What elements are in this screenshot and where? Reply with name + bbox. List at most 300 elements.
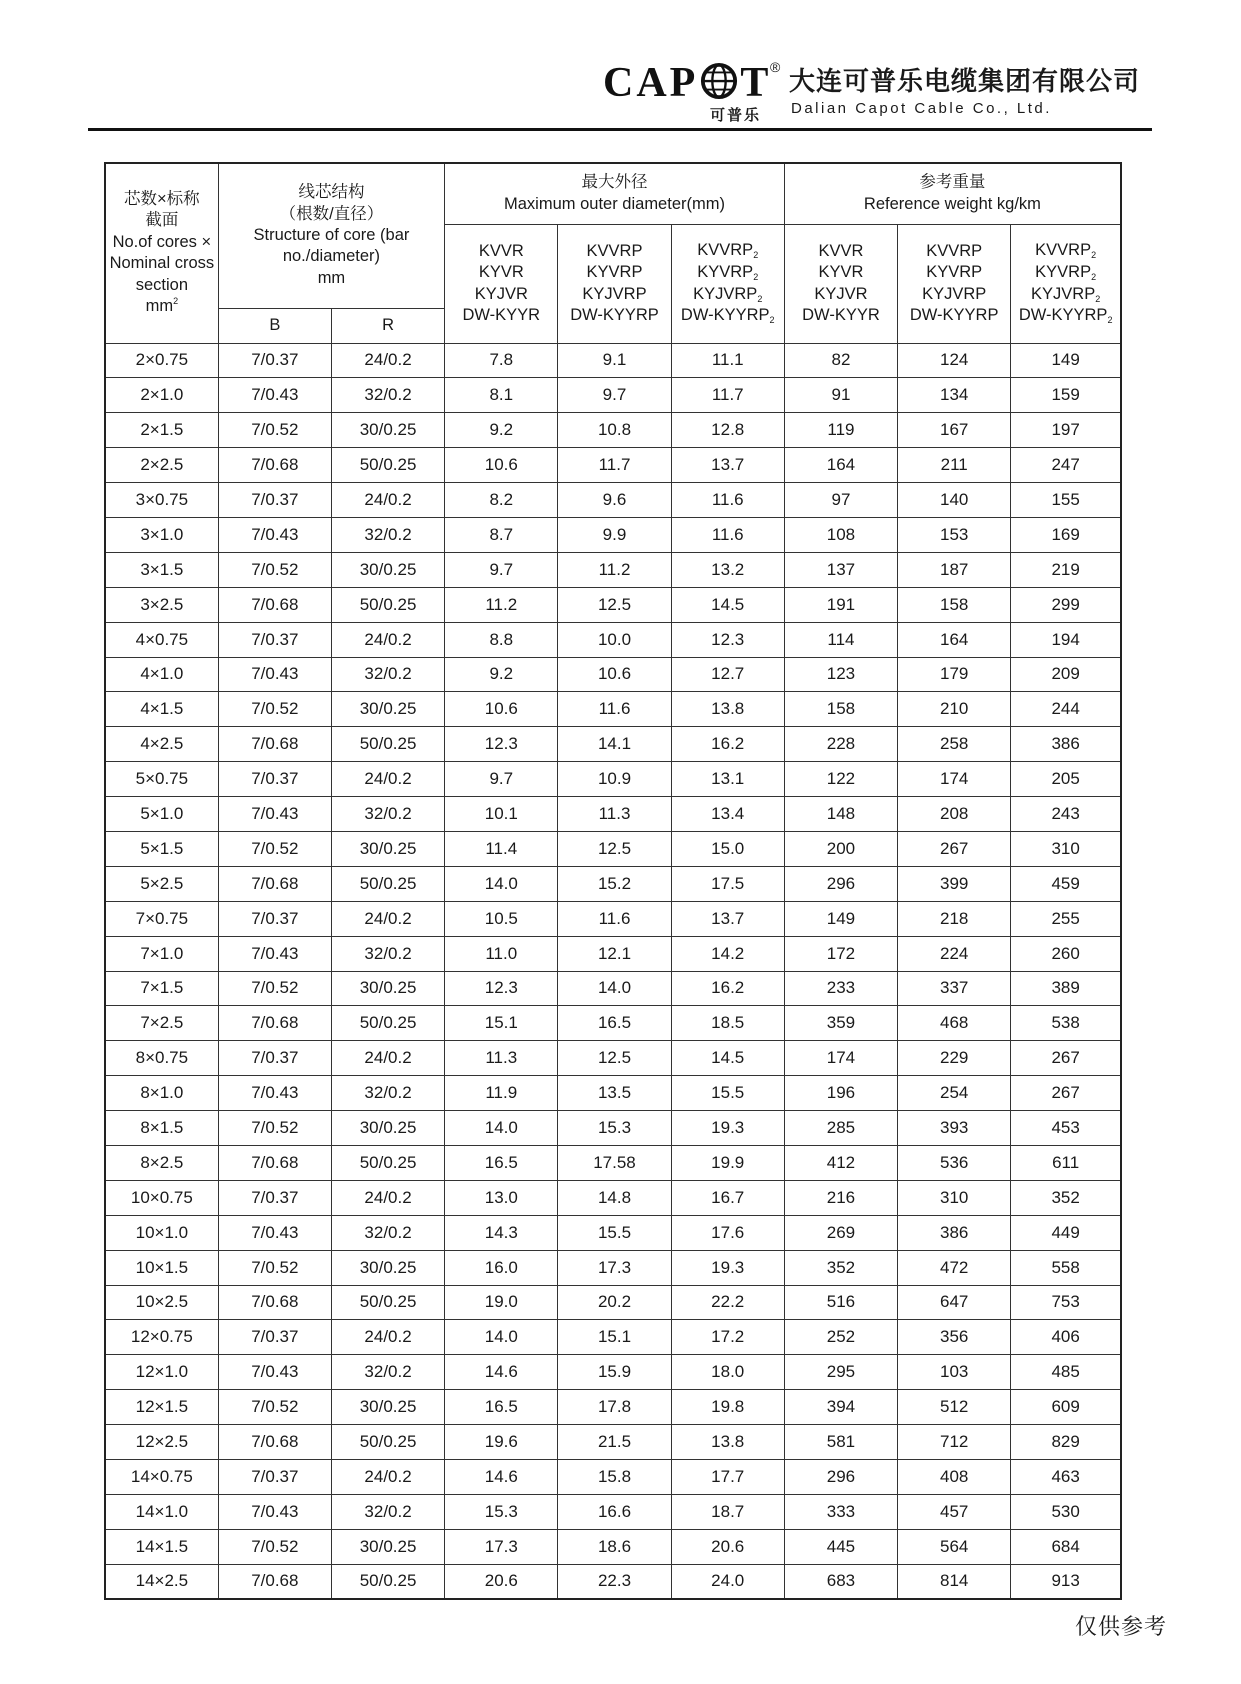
model-name: DW-KYYR — [462, 305, 541, 324]
table-cell: 12.5 — [558, 831, 671, 866]
table-cell: 30/0.25 — [331, 413, 444, 448]
model-name: KVVRP — [926, 241, 983, 260]
table-row — [105, 378, 1121, 413]
table-cell: 50/0.25 — [331, 1285, 444, 1320]
table-cell: 169 — [1011, 517, 1121, 552]
table-cell: 24/0.2 — [331, 901, 444, 936]
table-cell: 399 — [898, 866, 1011, 901]
model-name: KVVRP — [586, 241, 643, 260]
table-row — [105, 831, 1121, 866]
table-cell: 134 — [898, 378, 1011, 413]
table-cell: 216 — [784, 1180, 897, 1215]
table-cell: 7/0.43 — [218, 797, 331, 832]
table-cell: 11.2 — [558, 552, 671, 587]
table-cell: 7/0.37 — [218, 483, 331, 518]
table-cell: 352 — [1011, 1180, 1121, 1215]
table-cell: 472 — [898, 1250, 1011, 1285]
table-cell: 11.6 — [671, 517, 784, 552]
table-cell: 17.3 — [558, 1250, 671, 1285]
table-cell: 5×2.5 — [105, 866, 218, 901]
table-cell: 252 — [784, 1320, 897, 1355]
model-name: DW-KYYRP — [680, 306, 770, 325]
table-cell: 32/0.2 — [331, 936, 444, 971]
table-cell: 8.8 — [445, 622, 558, 657]
table-cell: 7/0.68 — [218, 1425, 331, 1460]
table-cell: 30/0.25 — [331, 692, 444, 727]
header-model-group — [784, 224, 897, 343]
table-cell: 445 — [784, 1529, 897, 1564]
table-cell: 14.0 — [445, 1111, 558, 1146]
table-row — [105, 413, 1121, 448]
table-row — [105, 1041, 1121, 1076]
table-cell: 267 — [1011, 1041, 1121, 1076]
model-subscript: 2 — [1107, 315, 1113, 326]
table-row — [105, 622, 1121, 657]
table-cell: 12×0.75 — [105, 1320, 218, 1355]
table-cell: 386 — [898, 1215, 1011, 1250]
capot-logo — [603, 62, 771, 104]
table-cell: 30/0.25 — [331, 831, 444, 866]
table-cell: 8.2 — [445, 483, 558, 518]
table-cell: 295 — [784, 1355, 897, 1390]
table-cell: 218 — [898, 901, 1011, 936]
table-cell: 13.7 — [671, 448, 784, 483]
table-cell: 15.0 — [671, 831, 784, 866]
table-cell: 3×2.5 — [105, 587, 218, 622]
table-cell: 913 — [1011, 1564, 1121, 1599]
table-cell: 205 — [1011, 762, 1121, 797]
table-cell: 4×1.5 — [105, 692, 218, 727]
table-cell: 229 — [898, 1041, 1011, 1076]
table-cell: 16.0 — [445, 1250, 558, 1285]
table-cell: 393 — [898, 1111, 1011, 1146]
table-cell: 12.1 — [558, 936, 671, 971]
table-cell: 196 — [784, 1076, 897, 1111]
model-name: DW-KYYR — [802, 305, 880, 324]
table-cell: 12×1.0 — [105, 1355, 218, 1390]
header-core-structure: 线芯结构 （根数/直径） Structure of core (bar no./diameter) mm — [218, 163, 444, 308]
table-row — [105, 1215, 1121, 1250]
table-cell: 13.2 — [671, 552, 784, 587]
table-cell: 228 — [784, 727, 897, 762]
table-cell: 158 — [784, 692, 897, 727]
model-name: KYJVR — [814, 284, 868, 303]
table-cell: 12.8 — [671, 413, 784, 448]
table-cell: 11.6 — [558, 692, 671, 727]
table-cell: 14.6 — [445, 1460, 558, 1495]
table-cell: 337 — [898, 971, 1011, 1006]
table-cell: 149 — [1011, 343, 1121, 378]
globe-icon — [700, 62, 738, 100]
model-name: KYVRP — [926, 263, 983, 282]
table-cell: 15.1 — [558, 1320, 671, 1355]
table-cell: 359 — [784, 1006, 897, 1041]
table-cell: 20.6 — [445, 1564, 558, 1599]
table-cell: 19.9 — [671, 1145, 784, 1180]
table-cell: 50/0.25 — [331, 1145, 444, 1180]
table-row — [105, 1355, 1121, 1390]
table-cell: 30/0.25 — [331, 1111, 444, 1146]
table-cell: 14.2 — [671, 936, 784, 971]
model-subscript: 2 — [757, 293, 763, 304]
table-cell: 32/0.2 — [331, 1494, 444, 1529]
table-cell: 179 — [898, 657, 1011, 692]
table-cell: 24/0.2 — [331, 1041, 444, 1076]
table-cell: 17.58 — [558, 1145, 671, 1180]
table-cell: 247 — [1011, 448, 1121, 483]
table-cell: 17.7 — [671, 1460, 784, 1495]
table-cell: 7/0.37 — [218, 901, 331, 936]
table-cell: 296 — [784, 866, 897, 901]
model-name: KVVR — [818, 241, 864, 260]
table-cell: 7/0.52 — [218, 552, 331, 587]
table-cell: 7/0.43 — [218, 378, 331, 413]
table-cell: 7.8 — [445, 343, 558, 378]
model-name: KVVRP — [697, 241, 754, 260]
table-cell: 50/0.25 — [331, 866, 444, 901]
table-cell: 10.5 — [445, 901, 558, 936]
table-cell: 210 — [898, 692, 1011, 727]
table-cell: 13.0 — [445, 1180, 558, 1215]
table-cell: 97 — [784, 483, 897, 518]
table-cell: 20.6 — [671, 1529, 784, 1564]
model-subscript: 2 — [1091, 271, 1097, 282]
header-cores-section: 芯数×标称截面 No.of cores × Nominal cross section $mm^2$ — [105, 163, 218, 343]
table-cell: 174 — [898, 762, 1011, 797]
table-row — [105, 552, 1121, 587]
table-row — [105, 1564, 1121, 1599]
company-name-cn: 大连可普乐电缆集团有限公司 — [789, 66, 1141, 96]
table-cell: 14.0 — [558, 971, 671, 1006]
table-cell: 4×2.5 — [105, 727, 218, 762]
table-cell: 32/0.2 — [331, 378, 444, 413]
table-cell: 7/0.52 — [218, 1529, 331, 1564]
table-cell: 153 — [898, 517, 1011, 552]
table-cell: 3×0.75 — [105, 483, 218, 518]
model-name: DW-KYYRP — [1018, 306, 1108, 325]
table-cell: 457 — [898, 1494, 1011, 1529]
table-row — [105, 483, 1121, 518]
table-cell: 2×1.5 — [105, 413, 218, 448]
table-cell: 13.4 — [671, 797, 784, 832]
table-cell: 158 — [898, 587, 1011, 622]
table-cell: 12.5 — [558, 1041, 671, 1076]
table-cell: 9.7 — [445, 552, 558, 587]
table-cell: 17.2 — [671, 1320, 784, 1355]
table-row — [105, 762, 1121, 797]
table-cell: 137 — [784, 552, 897, 587]
table-cell: 7/0.52 — [218, 831, 331, 866]
table-cell: 609 — [1011, 1390, 1121, 1425]
table-cell: 10×1.5 — [105, 1250, 218, 1285]
table-cell: 13.1 — [671, 762, 784, 797]
table-row — [105, 1145, 1121, 1180]
table-cell: 7/0.43 — [218, 1215, 331, 1250]
table-cell: 408 — [898, 1460, 1011, 1495]
table-cell: 7/0.68 — [218, 587, 331, 622]
table-cell: 30/0.25 — [331, 1250, 444, 1285]
table-cell: 15.9 — [558, 1355, 671, 1390]
table-cell: 7/0.68 — [218, 1145, 331, 1180]
table-cell: 2×2.5 — [105, 448, 218, 483]
table-cell: 15.8 — [558, 1460, 671, 1495]
table-cell: 122 — [784, 762, 897, 797]
table-cell: 18.5 — [671, 1006, 784, 1041]
table-cell: 18.6 — [558, 1529, 671, 1564]
table-row — [105, 971, 1121, 1006]
table-cell: 174 — [784, 1041, 897, 1076]
table-cell: 7/0.68 — [218, 448, 331, 483]
table-cell: 11.3 — [558, 797, 671, 832]
table-cell: 11.4 — [445, 831, 558, 866]
table-cell: 538 — [1011, 1006, 1121, 1041]
table-cell: 123 — [784, 657, 897, 692]
table-row — [105, 866, 1121, 901]
table-cell: 12×2.5 — [105, 1425, 218, 1460]
table-cell: 16.2 — [671, 971, 784, 1006]
table-cell: 9.7 — [445, 762, 558, 797]
model-name: KVVR — [478, 241, 524, 260]
table-cell: 124 — [898, 343, 1011, 378]
table-cell: 11.6 — [558, 901, 671, 936]
table-cell: 269 — [784, 1215, 897, 1250]
table-cell: 4×1.0 — [105, 657, 218, 692]
table-cell: 11.3 — [445, 1041, 558, 1076]
table-cell: 412 — [784, 1145, 897, 1180]
table-cell: 10.6 — [445, 692, 558, 727]
header-model-group — [558, 224, 671, 343]
table-cell: 7/0.68 — [218, 1285, 331, 1320]
table-cell: 10×0.75 — [105, 1180, 218, 1215]
table-cell: 7×1.5 — [105, 971, 218, 1006]
table-cell: 167 — [898, 413, 1011, 448]
table-cell: 197 — [1011, 413, 1121, 448]
table-cell: 17.3 — [445, 1529, 558, 1564]
table-cell: 19.3 — [671, 1111, 784, 1146]
table-cell: 7/0.43 — [218, 517, 331, 552]
table-cell: 463 — [1011, 1460, 1121, 1495]
table-cell: 22.3 — [558, 1564, 671, 1599]
table-cell: 32/0.2 — [331, 1215, 444, 1250]
logo-text-left: CAP — [603, 60, 699, 106]
table-cell: 12×1.5 — [105, 1390, 218, 1425]
table-cell: 119 — [784, 413, 897, 448]
table-cell: 32/0.2 — [331, 1355, 444, 1390]
table-cell: 18.7 — [671, 1494, 784, 1529]
table-cell: 9.6 — [558, 483, 671, 518]
logo-subtitle: 可普乐 — [710, 107, 762, 124]
table-cell: 17.8 — [558, 1390, 671, 1425]
table-cell: 7/0.37 — [218, 1320, 331, 1355]
table-cell: 15.1 — [445, 1006, 558, 1041]
model-name: DW-KYYRP — [570, 305, 659, 324]
table-cell: 260 — [1011, 936, 1121, 971]
table-cell: 194 — [1011, 622, 1121, 657]
table-cell: 8×1.0 — [105, 1076, 218, 1111]
table-cell: 459 — [1011, 866, 1121, 901]
table-cell: 9.2 — [445, 657, 558, 692]
table-cell: 15.5 — [558, 1215, 671, 1250]
table-cell: 406 — [1011, 1320, 1121, 1355]
table-cell: 14.3 — [445, 1215, 558, 1250]
table-cell: 11.2 — [445, 587, 558, 622]
table-cell: 16.2 — [671, 727, 784, 762]
table-cell: 9.2 — [445, 413, 558, 448]
table-cell: 209 — [1011, 657, 1121, 692]
table-cell: 11.9 — [445, 1076, 558, 1111]
table-cell: 683 — [784, 1564, 897, 1599]
table-cell: 50/0.25 — [331, 1425, 444, 1460]
table-cell: 30/0.25 — [331, 1390, 444, 1425]
table-cell: 647 — [898, 1285, 1011, 1320]
table-cell: 114 — [784, 622, 897, 657]
table-cell: 10.6 — [445, 448, 558, 483]
table-cell: 10×2.5 — [105, 1285, 218, 1320]
table-cell: 10.8 — [558, 413, 671, 448]
table-row — [105, 727, 1121, 762]
table-cell: 453 — [1011, 1111, 1121, 1146]
table-cell: 13.7 — [671, 901, 784, 936]
table-cell: 21.5 — [558, 1425, 671, 1460]
table-cell: 30/0.25 — [331, 971, 444, 1006]
table-cell: 24/0.2 — [331, 1180, 444, 1215]
table-cell: 11.0 — [445, 936, 558, 971]
table-cell: 164 — [784, 448, 897, 483]
table-cell: 2×1.0 — [105, 378, 218, 413]
table-cell: 219 — [1011, 552, 1121, 587]
table-cell: 333 — [784, 1494, 897, 1529]
table-row — [105, 936, 1121, 971]
table-cell: 254 — [898, 1076, 1011, 1111]
table-cell: 17.6 — [671, 1215, 784, 1250]
table-cell: 82 — [784, 343, 897, 378]
table-cell: 7/0.37 — [218, 343, 331, 378]
table-cell: 7/0.43 — [218, 657, 331, 692]
table-cell: 22.2 — [671, 1285, 784, 1320]
table-cell: 19.6 — [445, 1425, 558, 1460]
table-cell: 7/0.52 — [218, 1390, 331, 1425]
table-cell: 11.6 — [671, 483, 784, 518]
table-cell: 12.5 — [558, 587, 671, 622]
table-cell: 32/0.2 — [331, 517, 444, 552]
table-cell: 172 — [784, 936, 897, 971]
table-cell: 12.3 — [445, 971, 558, 1006]
table-cell: 7/0.37 — [218, 1180, 331, 1215]
company-name-en: Dalian Capot Cable Co., Ltd. — [791, 100, 1052, 117]
header-reference-weight: 参考重量 Reference weight kg/km — [784, 163, 1121, 224]
table-cell: 191 — [784, 587, 897, 622]
table-cell: 15.3 — [445, 1494, 558, 1529]
table-cell: 10.9 — [558, 762, 671, 797]
table-cell: 310 — [1011, 831, 1121, 866]
table-cell: 14.5 — [671, 1041, 784, 1076]
table-cell: 7/0.52 — [218, 971, 331, 1006]
table-cell: 9.1 — [558, 343, 671, 378]
header-model-group — [898, 224, 1011, 343]
table-cell: 24/0.2 — [331, 622, 444, 657]
table-cell: 581 — [784, 1425, 897, 1460]
table-cell: 3×1.5 — [105, 552, 218, 587]
table-cell: 611 — [1011, 1145, 1121, 1180]
model-name: KYJVR — [474, 284, 528, 303]
table-cell: 16.5 — [558, 1006, 671, 1041]
table-cell: 8.7 — [445, 517, 558, 552]
table-row — [105, 657, 1121, 692]
table-cell: 2×0.75 — [105, 343, 218, 378]
table-cell: 140 — [898, 483, 1011, 518]
table-cell: 159 — [1011, 378, 1121, 413]
table-cell: 7/0.68 — [218, 1564, 331, 1599]
model-name: KYVRP — [586, 263, 643, 282]
table-cell: 149 — [784, 901, 897, 936]
table-cell: 10×1.0 — [105, 1215, 218, 1250]
table-cell: 512 — [898, 1390, 1011, 1425]
table-cell: 50/0.25 — [331, 1564, 444, 1599]
table-row — [105, 1285, 1121, 1320]
reference-only-note: 仅供参考 — [1075, 1614, 1168, 1639]
table-row — [105, 1494, 1121, 1529]
table-cell: 15.3 — [558, 1111, 671, 1146]
table-cell: 50/0.25 — [331, 727, 444, 762]
table-row — [105, 1006, 1121, 1041]
table-cell: 5×1.0 — [105, 797, 218, 832]
table-cell: 32/0.2 — [331, 657, 444, 692]
table-cell: 30/0.25 — [331, 1529, 444, 1564]
table-cell: 19.0 — [445, 1285, 558, 1320]
table-cell: 516 — [784, 1285, 897, 1320]
table-cell: 3×1.0 — [105, 517, 218, 552]
table-cell: 14×2.5 — [105, 1564, 218, 1599]
table-cell: 14.0 — [445, 866, 558, 901]
table-cell: 108 — [784, 517, 897, 552]
table-cell: 14.6 — [445, 1355, 558, 1390]
table-cell: 8.1 — [445, 378, 558, 413]
table-cell: 285 — [784, 1111, 897, 1146]
table-cell: 296 — [784, 1460, 897, 1495]
table-cell: 267 — [898, 831, 1011, 866]
table-cell: 7/0.68 — [218, 727, 331, 762]
table-cell: 4×0.75 — [105, 622, 218, 657]
model-name: KVVRP — [1035, 241, 1092, 260]
table-cell: 310 — [898, 1180, 1011, 1215]
table-cell: 267 — [1011, 1076, 1121, 1111]
model-name: KYVR — [818, 263, 864, 282]
table-cell: 7/0.52 — [218, 1111, 331, 1146]
table-cell: 485 — [1011, 1355, 1121, 1390]
table-cell: 8×0.75 — [105, 1041, 218, 1076]
table-cell: 243 — [1011, 797, 1121, 832]
logo-text-right: T — [740, 60, 772, 106]
table-cell: 7/0.43 — [218, 1355, 331, 1390]
table-cell: 7×2.5 — [105, 1006, 218, 1041]
table-cell: 32/0.2 — [331, 797, 444, 832]
model-name: KYJVRP — [582, 284, 647, 303]
table-cell: 50/0.25 — [331, 587, 444, 622]
col1-unit-sup: 2 — [173, 296, 179, 307]
table-cell: 24/0.2 — [331, 483, 444, 518]
model-name: DW-KYYRP — [909, 305, 999, 324]
table-cell: 7/0.68 — [218, 866, 331, 901]
table-cell: 13.5 — [558, 1076, 671, 1111]
table-row — [105, 1529, 1121, 1564]
table-cell: 7/0.37 — [218, 622, 331, 657]
header-max-diameter: 最大外径 Maximum outer diameter(mm) — [445, 163, 785, 224]
table-cell: 13.8 — [671, 692, 784, 727]
table-cell: 10.0 — [558, 622, 671, 657]
header-divider — [88, 128, 1152, 131]
table-cell: 7×1.0 — [105, 936, 218, 971]
table-cell: 7/0.37 — [218, 1460, 331, 1495]
